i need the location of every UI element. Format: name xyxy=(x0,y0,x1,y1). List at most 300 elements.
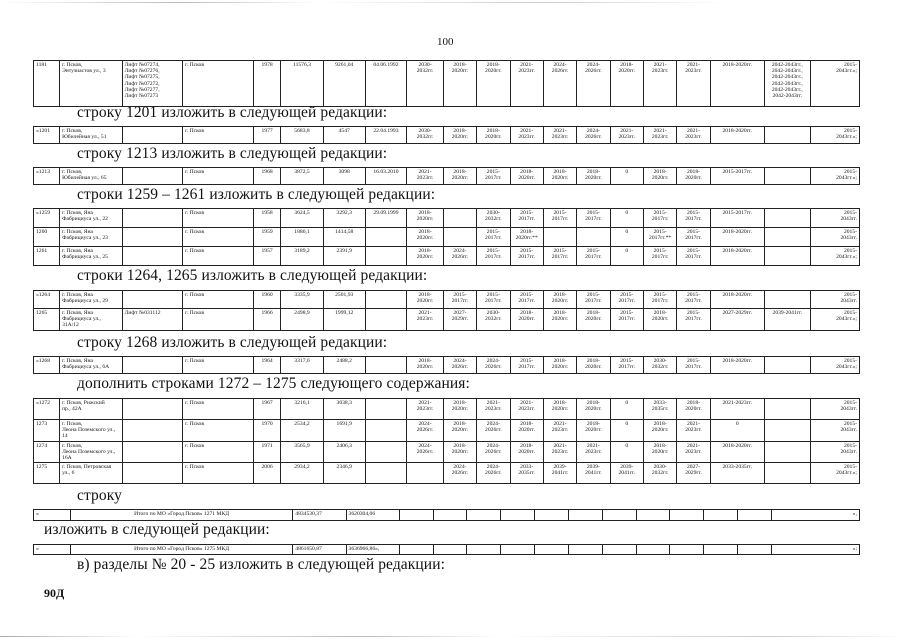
table-cell: г. Псков xyxy=(183,441,254,463)
table-cell: 1978 xyxy=(254,61,281,107)
table-cell: 2021- 2023гг. xyxy=(677,441,710,463)
table-row xyxy=(34,291,860,309)
table-cell: 2018- 2020гг. xyxy=(443,420,476,442)
table-cell: 2015- 2017гг.** xyxy=(643,228,676,247)
table-cell xyxy=(501,510,535,521)
table-cell: 2018- 2020гг. xyxy=(477,61,510,107)
table-cell: 2015- 2043гг.»; xyxy=(810,357,859,374)
table-cell xyxy=(365,247,407,266)
table-row xyxy=(34,399,860,420)
table-cell: 2018- 2020гг. xyxy=(443,127,476,144)
table-cell: 2015- 2017гг. xyxy=(577,291,610,309)
table-cell: 2024- 2026гг. xyxy=(477,441,510,463)
table-cell: 3317,6 xyxy=(281,357,324,374)
table-row xyxy=(34,168,860,185)
table-cell xyxy=(365,291,407,309)
table-cell: 2039- 2041гг. xyxy=(543,463,576,484)
table-cell xyxy=(636,545,670,555)
table-rows-1264-1265 xyxy=(33,290,860,331)
table-cell xyxy=(365,420,407,442)
table-cell: 2018- 2020гг. xyxy=(510,168,543,185)
table-cell xyxy=(764,291,810,309)
table-cell: 2042-2043гг., 2042-2043гг., 2042-2043гг., 2042-2043гг., 2042-2043гг., 2042-2043гг. xyxy=(764,61,810,107)
heading-add: дополнить строками 1272 – 1275 следующего содержания: xyxy=(77,375,470,392)
table-cell: г. Псков, Яна Фабрициуса ул., 23 xyxy=(60,228,123,247)
table-row xyxy=(34,510,860,521)
table-cell: 2015-2017гг. xyxy=(710,168,764,185)
table-cell: 2024- 2026гг. xyxy=(443,463,476,484)
table-cell xyxy=(122,228,182,247)
table-cell: 4547 xyxy=(323,127,365,144)
table-cell: г. Псков xyxy=(183,228,254,247)
table-cell: 2030- 2032гг. xyxy=(643,463,676,484)
table-cell: 2018- 2020гг. xyxy=(407,228,444,247)
table-cell: 2039- 2041гг. xyxy=(577,463,610,484)
table-cell: 2033- 2035гг. xyxy=(510,463,543,484)
table-cell: 1273 xyxy=(34,420,60,442)
table-cell xyxy=(122,399,182,420)
table-cell xyxy=(577,228,610,247)
table-cell xyxy=(122,209,182,228)
table-cell: 2015- 2043гг. xyxy=(810,291,859,309)
table-cell: 2346,9 xyxy=(323,463,365,484)
table-cell: 2024- 2026гг. xyxy=(543,61,576,107)
table-cell xyxy=(737,510,771,521)
table-row xyxy=(34,357,860,374)
table-cell: 2024- 2026гг. xyxy=(577,61,610,107)
table-cell: г. Псков, Петровская ул., 6 xyxy=(60,463,123,484)
table-cell: 2021- 2023гг. xyxy=(510,61,543,107)
table-cell: 1999,12 xyxy=(323,309,365,331)
table-cell: 1959 xyxy=(254,228,281,247)
table-cell: 1414,58 xyxy=(323,228,365,247)
table-cell: 22.04.1993 xyxy=(365,127,407,144)
table-cell: 2039- 2041гг. xyxy=(610,463,643,484)
table-cell xyxy=(764,441,810,463)
table-cell xyxy=(365,399,407,420)
table-cell: 2018-2020гг. xyxy=(710,127,764,144)
table-rows-1272-1275 xyxy=(33,398,860,484)
table-cell: 2021- 2023гг. xyxy=(543,420,576,442)
table-cell xyxy=(568,510,602,521)
table-cell xyxy=(602,510,636,521)
table-cell xyxy=(543,228,576,247)
table-cell: 0 xyxy=(610,441,643,463)
table-cell: г. Псков, Яна Фабрициуса ул., 31А/12 xyxy=(60,309,123,331)
table-cell: 2018- 2020гг. xyxy=(407,357,444,374)
table-cell: », xyxy=(771,510,859,521)
table-cell: 2021- 2023гг. xyxy=(677,127,710,144)
table-cell: 2501,93 xyxy=(323,291,365,309)
table-cell xyxy=(122,463,182,484)
heading-1264: строки 1264, 1265 изложить в следующей редакции: xyxy=(77,267,428,284)
table-cell: г. Псков xyxy=(183,209,254,228)
table-cell: 2018- 2020гг. xyxy=(443,168,476,185)
table-cell: 1274 xyxy=(34,441,60,463)
table-cell: 2015- 2043гг.»; xyxy=(810,247,859,266)
table-cell: г. Псков, Яна Фабрициуса ул., 29 xyxy=(60,291,123,309)
table-cell: «1268 xyxy=(34,357,60,374)
table-cell: 3872,5 xyxy=(281,168,324,185)
table-cell: 2021- 2023гг. xyxy=(510,127,543,144)
table-cell: »; xyxy=(771,545,859,555)
table-cell: 1181 xyxy=(34,61,60,107)
table-cell: 2934,2 xyxy=(281,463,324,484)
table-cell: г. Псков, Леона Поземского ул., 16А xyxy=(60,441,123,463)
table-cell xyxy=(764,247,810,266)
table-cell: 4861650,87 xyxy=(293,545,346,555)
table-cell xyxy=(122,420,182,442)
table-cell: 3038,3 xyxy=(323,399,365,420)
table-cell xyxy=(535,510,569,521)
table-cell: г. Псков xyxy=(183,247,254,266)
table-cell: 2024- 2026гг. xyxy=(443,357,476,374)
table-cell xyxy=(122,357,182,374)
table-cell: 2015- 2043гг. xyxy=(810,420,859,442)
table-cell: 2018- 2020гг. xyxy=(543,399,576,420)
table-cell: 2498,9 xyxy=(281,309,324,331)
table-cell: г. Псков xyxy=(183,463,254,484)
table-cell: 2018- 2020гг. xyxy=(577,357,610,374)
table-cell: 2015- 2043гг. xyxy=(810,228,859,247)
table-cell: 2018- 2020гг. xyxy=(677,399,710,420)
table-cell: 1977 xyxy=(254,127,281,144)
table-cell: Итого по МО «Город Псков» 1271 МКД xyxy=(70,510,292,521)
table-cell: 2018- 2020гг. xyxy=(407,247,444,266)
table-cell: 9261,04 xyxy=(323,61,365,107)
table-row xyxy=(34,209,860,228)
table-cell: 1691,9 xyxy=(323,420,365,442)
table-cell xyxy=(704,545,738,555)
table-cell: 3189,2 xyxy=(281,247,324,266)
table-cell: 2015- 2017гг. xyxy=(677,291,710,309)
table-cell: 1275 xyxy=(34,463,60,484)
table-cell: 2015- 2017гг. xyxy=(677,228,710,247)
table-cell: 2018- 2020гг. xyxy=(443,399,476,420)
table-cell: 0 xyxy=(710,420,764,442)
table-cell: 1958 xyxy=(254,209,281,228)
table-cell: 2030- 2032гг. xyxy=(407,127,444,144)
table-cell xyxy=(737,545,771,555)
table-cell xyxy=(365,463,407,484)
table-cell xyxy=(443,228,476,247)
table-cell: 2015- 2017гг. xyxy=(543,209,576,228)
table-cell: 2024- 2026гг. xyxy=(477,420,510,442)
table-cell: 2018- 2020гг. xyxy=(510,441,543,463)
table-cell: 2015- 2017гг. xyxy=(643,247,676,266)
table-cell: 2015- 2017гг. xyxy=(510,209,543,228)
table-cell: г. Псков xyxy=(183,420,254,442)
table-cell: 2021- 2023гг. xyxy=(510,399,543,420)
table-row xyxy=(34,441,860,463)
table-cell xyxy=(122,441,182,463)
table-cell: 2015- 2043гг.»; xyxy=(810,61,859,107)
table-cell: 2018- 2020гг. xyxy=(543,291,576,309)
table-cell: 0 xyxy=(610,247,643,266)
table-cell xyxy=(501,545,535,555)
table-row xyxy=(34,247,860,266)
table-cell: г. Псков, Юбилейная ул., 65 xyxy=(60,168,123,185)
table-cell xyxy=(122,168,182,185)
table-cell: 2015- 2017гг. xyxy=(677,209,710,228)
table-cell: 2018- 2020гг. xyxy=(577,309,610,331)
table-cell: 2015- 2017гг. xyxy=(677,309,710,331)
table-cell: 2018- 2020гг. xyxy=(577,420,610,442)
table-cell: 2015- 2017гг. xyxy=(677,357,710,374)
table-cell: г. Псков xyxy=(183,291,254,309)
table-cell: «1259 xyxy=(34,209,60,228)
table-cell: Итого по МО «Город Псков» 1275 МКД xyxy=(70,545,292,555)
table-cell xyxy=(764,168,810,185)
table-cell xyxy=(764,209,810,228)
table-cell xyxy=(764,399,810,420)
table-cell xyxy=(399,510,433,521)
scan-edge-line xyxy=(0,636,905,637)
table-cell xyxy=(443,209,476,228)
table-cell: 3620304,06 xyxy=(346,510,399,521)
table-cell: 2021- 2023гг. xyxy=(543,127,576,144)
table-cell: 2018-2020гг. xyxy=(710,441,764,463)
table-cell: 2015- 2043гг. xyxy=(810,209,859,228)
heading-redact: изложить в следующей редакции: xyxy=(44,521,270,538)
table-cell: г. Псков xyxy=(183,309,254,331)
table-cell: « xyxy=(34,545,71,555)
table-cell: г. Псков, Яна Фабрициуса ул., 22 xyxy=(60,209,123,228)
table-cell: 2488,2 xyxy=(323,357,365,374)
table-cell xyxy=(399,545,433,555)
table-cell: 2018- 2020гг. xyxy=(543,357,576,374)
table-cell: 0 xyxy=(610,228,643,247)
table-cell: 2018-2020гг. xyxy=(710,228,764,247)
table-cell: 2015- 2017гг. xyxy=(543,247,576,266)
table-cell: 2021- 2023гг. xyxy=(407,309,444,331)
table-cell xyxy=(670,510,704,521)
table-cell: 3292,3 xyxy=(323,209,365,228)
table-cell: 2018- 2020гг. xyxy=(577,399,610,420)
table-cell: 2015- 2017гг. xyxy=(510,357,543,374)
table-cell: 11576,3 xyxy=(281,61,324,107)
heading-1259: строки 1259 – 1261 изложить в следующей редакции: xyxy=(77,186,436,203)
table-cell xyxy=(670,545,704,555)
table-cell: 29.09.1999 xyxy=(365,209,407,228)
table-cell: 2015- 2043гг.»; xyxy=(810,168,859,185)
table-cell: 2024- 2026гг. xyxy=(477,463,510,484)
table-cell: 2018- 2020гг. xyxy=(477,127,510,144)
scan-edge-line xyxy=(0,2,905,3)
table-cell: 2033- 2035гг. xyxy=(643,399,676,420)
table-cell xyxy=(407,463,444,484)
table-cell: г. Псков, Юбилейная ул., 51 xyxy=(60,127,123,144)
table-cell: 2024- 2026гг. xyxy=(577,127,610,144)
table-cell: 2018- 2020гг. xyxy=(643,420,676,442)
table-cell: 2015- 2017гг. xyxy=(577,247,610,266)
table-cell: 2030- 2032гг. xyxy=(643,357,676,374)
table-cell: «1201 xyxy=(34,127,60,144)
table-cell: 3335,9 xyxy=(281,291,324,309)
table-cell: «1264 xyxy=(34,291,60,309)
table-cell xyxy=(365,441,407,463)
table-cell xyxy=(122,127,182,144)
table-cell: г. Псков xyxy=(183,61,254,107)
table-cell: 2018-2020гг. xyxy=(710,357,764,374)
table-cell xyxy=(467,545,501,555)
table-cell: 2021- 2023гг. xyxy=(543,441,576,463)
table-cell xyxy=(764,127,810,144)
heading-row: строку xyxy=(77,487,123,504)
table-cell: 2018- 2020гг. xyxy=(443,441,476,463)
table-cell: 1886,1 xyxy=(281,228,324,247)
table-cell: 2018- 2020гг. xyxy=(510,420,543,442)
table-cell: 3565,9 xyxy=(281,441,324,463)
table-cell: 2015- 2017гг. xyxy=(510,291,543,309)
table-cell: 2027-2029гг. xyxy=(710,309,764,331)
table-cell: 2018-2020гг. xyxy=(710,247,764,266)
table-cell: 2015- 2043гг. xyxy=(810,399,859,420)
table-cell: 2024- 2026гг. xyxy=(407,420,444,442)
table-cell xyxy=(365,309,407,331)
table-cell: 2021- 2023гг. xyxy=(477,399,510,420)
table-cell: 2021- 2023гг. xyxy=(643,127,676,144)
heading-1201: строку 1201 изложить в следующей редакции: xyxy=(77,104,388,121)
table-cell: 0 xyxy=(610,399,643,420)
table-cell xyxy=(433,510,467,521)
table-cell xyxy=(433,545,467,555)
table-cell: г. Псков, Энтузиастов ул., 3 xyxy=(60,61,123,107)
table-total-new xyxy=(33,544,860,555)
table-cell xyxy=(764,357,810,374)
table-cell: 2021-2023гг. xyxy=(710,399,764,420)
table-cell: 2021- 2023гг. xyxy=(610,127,643,144)
table-cell: «1213 xyxy=(34,168,60,185)
table-row-1181 xyxy=(33,60,860,107)
table-cell: 2015- 2043гг.»; xyxy=(810,127,859,144)
table-cell: 2015- 2017гг. xyxy=(610,357,643,374)
table-cell: 2021- 2023гг. xyxy=(407,168,444,185)
table-cell: 2024- 2026гг. xyxy=(407,441,444,463)
table-cell xyxy=(704,510,738,521)
table-cell: 1957 xyxy=(254,247,281,266)
table-cell: 2018-2020гг. xyxy=(710,291,764,309)
table-cell: 1960 xyxy=(254,291,281,309)
table-cell: 2033-2035гг. xyxy=(710,463,764,484)
table-row xyxy=(34,309,860,331)
table-cell: 2006 xyxy=(254,463,281,484)
table-cell: 2027- 2029гг. xyxy=(677,463,710,484)
table-cell: 5683,8 xyxy=(281,127,324,144)
table-row xyxy=(34,545,860,555)
table-cell: « xyxy=(34,510,71,521)
table-row xyxy=(34,228,860,247)
table-cell: 2015- 2017гг. xyxy=(577,209,610,228)
table-cell: 3636966,86», xyxy=(346,545,399,555)
table-cell: 2018-2020гг. xyxy=(710,61,764,107)
table-cell: 1964 xyxy=(254,357,281,374)
table-cell: 2018- 2020гг. xyxy=(510,309,543,331)
table-cell: 0 xyxy=(610,168,643,185)
table-cell: 2015- 2017гг. xyxy=(610,291,643,309)
table-cell: 2039-2041гг. xyxy=(764,309,810,331)
table-cell xyxy=(764,420,810,442)
table-rows-1259-1261 xyxy=(33,208,860,266)
table-cell: 0 xyxy=(610,420,643,442)
table-cell xyxy=(122,291,182,309)
table-cell: г. Псков xyxy=(183,168,254,185)
table-cell: 2018- 2020гг. xyxy=(407,291,444,309)
table-cell: 1968 xyxy=(254,168,281,185)
table-row xyxy=(34,463,860,484)
table-cell xyxy=(467,510,501,521)
table-cell: 0 xyxy=(610,209,643,228)
table-cell: 2015-2017гг. xyxy=(710,209,764,228)
table-cell: г. Псков, Яна Фабрициуса ул., 25 xyxy=(60,247,123,266)
heading-1268: строку 1268 изложить в следующей редакции: xyxy=(77,334,388,351)
footer-mark: 90Д xyxy=(44,586,65,600)
table-cell: 1260 xyxy=(34,228,60,247)
table-cell xyxy=(764,228,810,247)
table-cell: 2021- 2023гг. xyxy=(577,441,610,463)
table-cell: 2018- 2020гг. xyxy=(543,309,576,331)
table-cell: 1970 xyxy=(254,420,281,442)
table-cell: 2030- 2032гг. xyxy=(477,309,510,331)
table-cell: «1272 xyxy=(34,399,60,420)
table-cell: 16.03.2010 xyxy=(365,168,407,185)
table-cell: 2018- 2020гг. xyxy=(577,168,610,185)
table-cell: 04.06.1992 xyxy=(365,61,407,107)
table-cell: 2015- 2017гг. xyxy=(477,247,510,266)
table-cell: г. Псков, Яна Фабрициуса ул., 6А xyxy=(60,357,123,374)
table-cell: 2018- 2020гг. xyxy=(643,168,676,185)
table-cell: 2015- 2017гг. xyxy=(643,291,676,309)
table-cell xyxy=(636,510,670,521)
table-cell: 1966 xyxy=(254,309,281,331)
table-cell: 3216,1 xyxy=(281,399,324,420)
table-cell: 2018- 2020гг. xyxy=(643,309,676,331)
table-cell: 1265 xyxy=(34,309,60,331)
table-cell xyxy=(365,357,407,374)
table-cell: Лифт №031112 xyxy=(122,309,182,331)
table-cell xyxy=(365,228,407,247)
table-cell: 2015- 2017гг. xyxy=(610,309,643,331)
table-cell: 2018- 2020гг. xyxy=(407,209,444,228)
table-cell: 2018- 2020гг. xyxy=(443,61,476,107)
table-cell xyxy=(122,247,182,266)
heading-1213: строку 1213 изложить в следующей редакции: xyxy=(77,145,388,162)
table-cell: 2015- 2017гг. xyxy=(477,228,510,247)
table-cell: 2021- 2023гг. xyxy=(677,420,710,442)
table-cell: г. Псков xyxy=(183,399,254,420)
table-cell: г. Псков, Рижский пр., 42А xyxy=(60,399,123,420)
table-cell: 2024- 2026гг. xyxy=(443,247,476,266)
table-row-1213 xyxy=(33,167,860,185)
table-cell: 2015- 2017гг. xyxy=(643,209,676,228)
table-cell: Лифт №07274, Лифт №07276, Лифт №07275, Лифт №07272, Лифт №07277, Лифт №07273 xyxy=(122,61,182,107)
table-cell: 2027- 2029гг. xyxy=(443,309,476,331)
table-cell: г. Псков xyxy=(183,127,254,144)
table-cell: 4834530,37 xyxy=(293,510,346,521)
table-cell: 2015- 2043гг. xyxy=(810,441,859,463)
table-cell xyxy=(764,463,810,484)
table-cell: 2024- 2026гг. xyxy=(477,357,510,374)
table-cell: 2030- 2032гг. xyxy=(477,209,510,228)
table-cell: 2015- 2017гг. xyxy=(477,291,510,309)
table-cell: 2030- 2032гг. xyxy=(407,61,444,107)
table-cell: г. Псков xyxy=(183,357,254,374)
table-cell: 2015- 2043гг.»; xyxy=(810,463,859,484)
table-row-1268 xyxy=(33,356,860,374)
table-cell: 2021- 2023гг. xyxy=(407,399,444,420)
table-cell: 1971 xyxy=(254,441,281,463)
table-cell: 2021- 2023гг. xyxy=(643,61,676,107)
